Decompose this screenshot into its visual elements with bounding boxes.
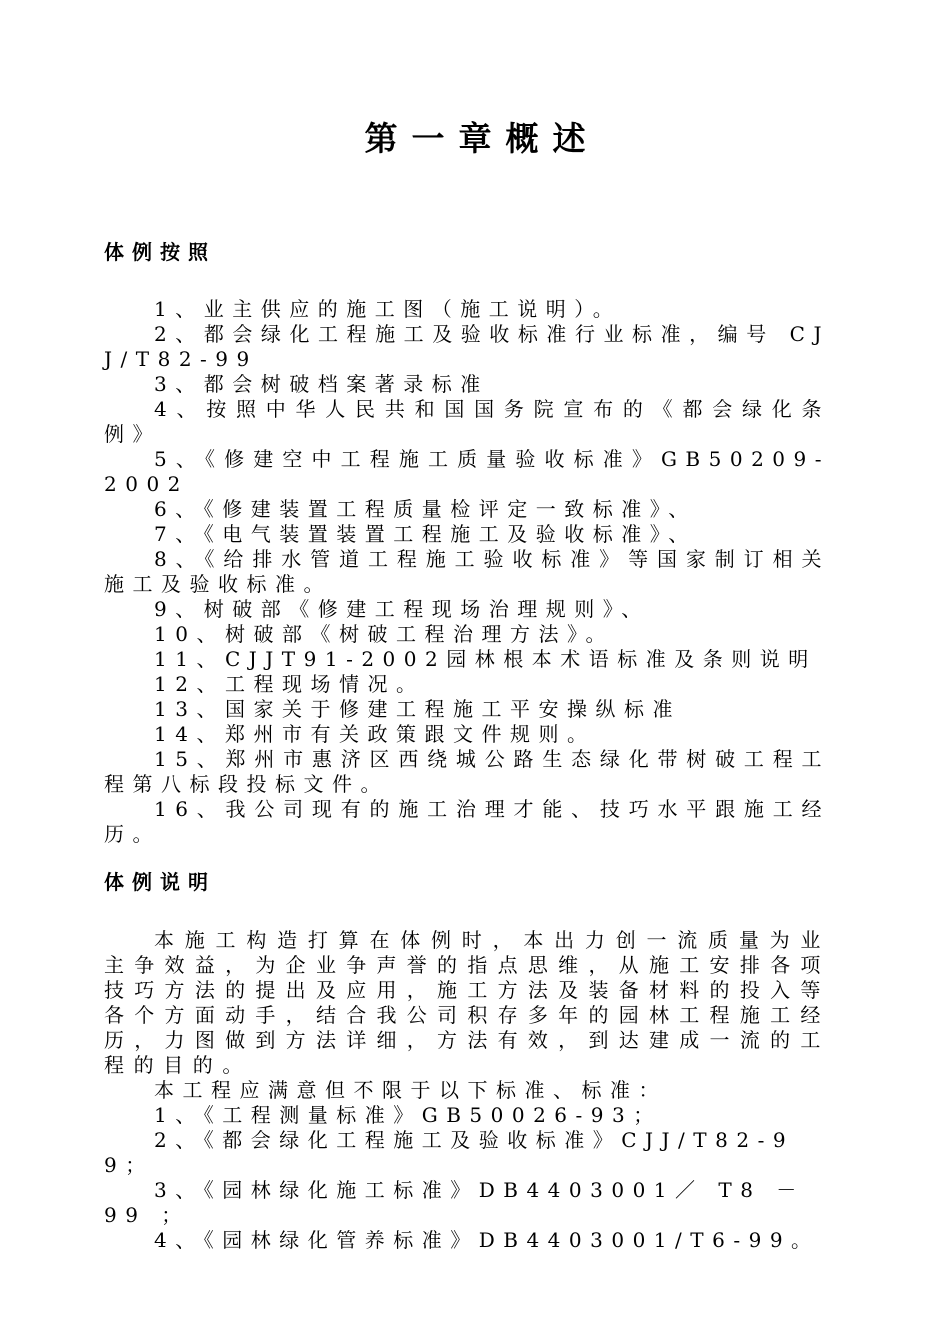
list-item: 6、《修建装置工程质量检评定一致标准》、 <box>154 497 697 521</box>
list-item: 13、国家关于修建工程施工平安操纵标准 <box>154 697 681 721</box>
list-item: 10、树破部《树破工程治理方法》。 <box>154 622 614 646</box>
list-item: 15、郑州市惠济区西绕城公路生态绿化带树破工程工程第八标段投标文件。 <box>104 747 830 796</box>
list-item: 2、都会绿化工程施工及验收标准行业标准，编号 CJJ/T82-99 <box>104 322 830 371</box>
list-item: 4、《园林绿化管养标准》DB4403001/T6-99。 <box>154 1228 820 1252</box>
list-item: 16、我公司现有的施工治理才能、技巧水平跟施工经历。 <box>104 797 830 846</box>
list-item: 12、工程现场情况。 <box>154 672 425 696</box>
section-heading-basis: 体例按照 <box>104 240 216 264</box>
list-item: 7、《电气装置装置工程施工及验收标准》、 <box>154 522 697 546</box>
list-item: 8、《给排水管道工程施工验收标准》等国家制订相关施工及验收标准。 <box>104 547 830 596</box>
description-paragraph: 本施工构造打算在体例时，本出力创一流质量为业主争效益，为企业争声誉的指点思维，从施工安排各项技巧方法的提出及应用，施工方法及装备材料的投入等各个方面动手，结合我公司积存多年的园林工程施工经历，力图做到方法详细，方法有效，到达建成一流的工程的目的。 <box>104 928 830 1077</box>
list-item: 11、CJJT91-2002园林根本术语标准及条则说明 <box>154 647 817 671</box>
list-item: 14、郑州市有关政策跟文件规则。 <box>154 722 596 746</box>
list-item: 2、《都会绿化工程施工及验收标准》CJJ/T82-99； <box>104 1128 795 1177</box>
list-item: 4、按照中华人民共和国国务院宣布的《都会绿化条例》 <box>104 397 830 446</box>
standards-intro: 本工程应满意但不限于以下标准、标准： <box>154 1078 667 1102</box>
chapter-title: 第一章概述 <box>364 119 600 158</box>
list-item: 1、《工程测量标准》GB50026-93； <box>154 1103 662 1127</box>
list-item: 1、业主供应的施工图（施工说明）。 <box>154 297 622 321</box>
basis-list <box>104 297 830 847</box>
list-item: 5、《修建空中工程施工质量验收标准》GB50209-2002 <box>104 447 830 496</box>
section-heading-description: 体例说明 <box>104 870 216 894</box>
list-item: 3、《园林绿化施工标准》DB4403001／ T8 － 99 ； <box>104 1178 805 1227</box>
list-item: 3、都会树破档案著录标准 <box>154 372 489 396</box>
standards-list <box>104 1103 830 1253</box>
list-item: 9、树破部《修建工程现场治理规则》、 <box>154 597 650 621</box>
